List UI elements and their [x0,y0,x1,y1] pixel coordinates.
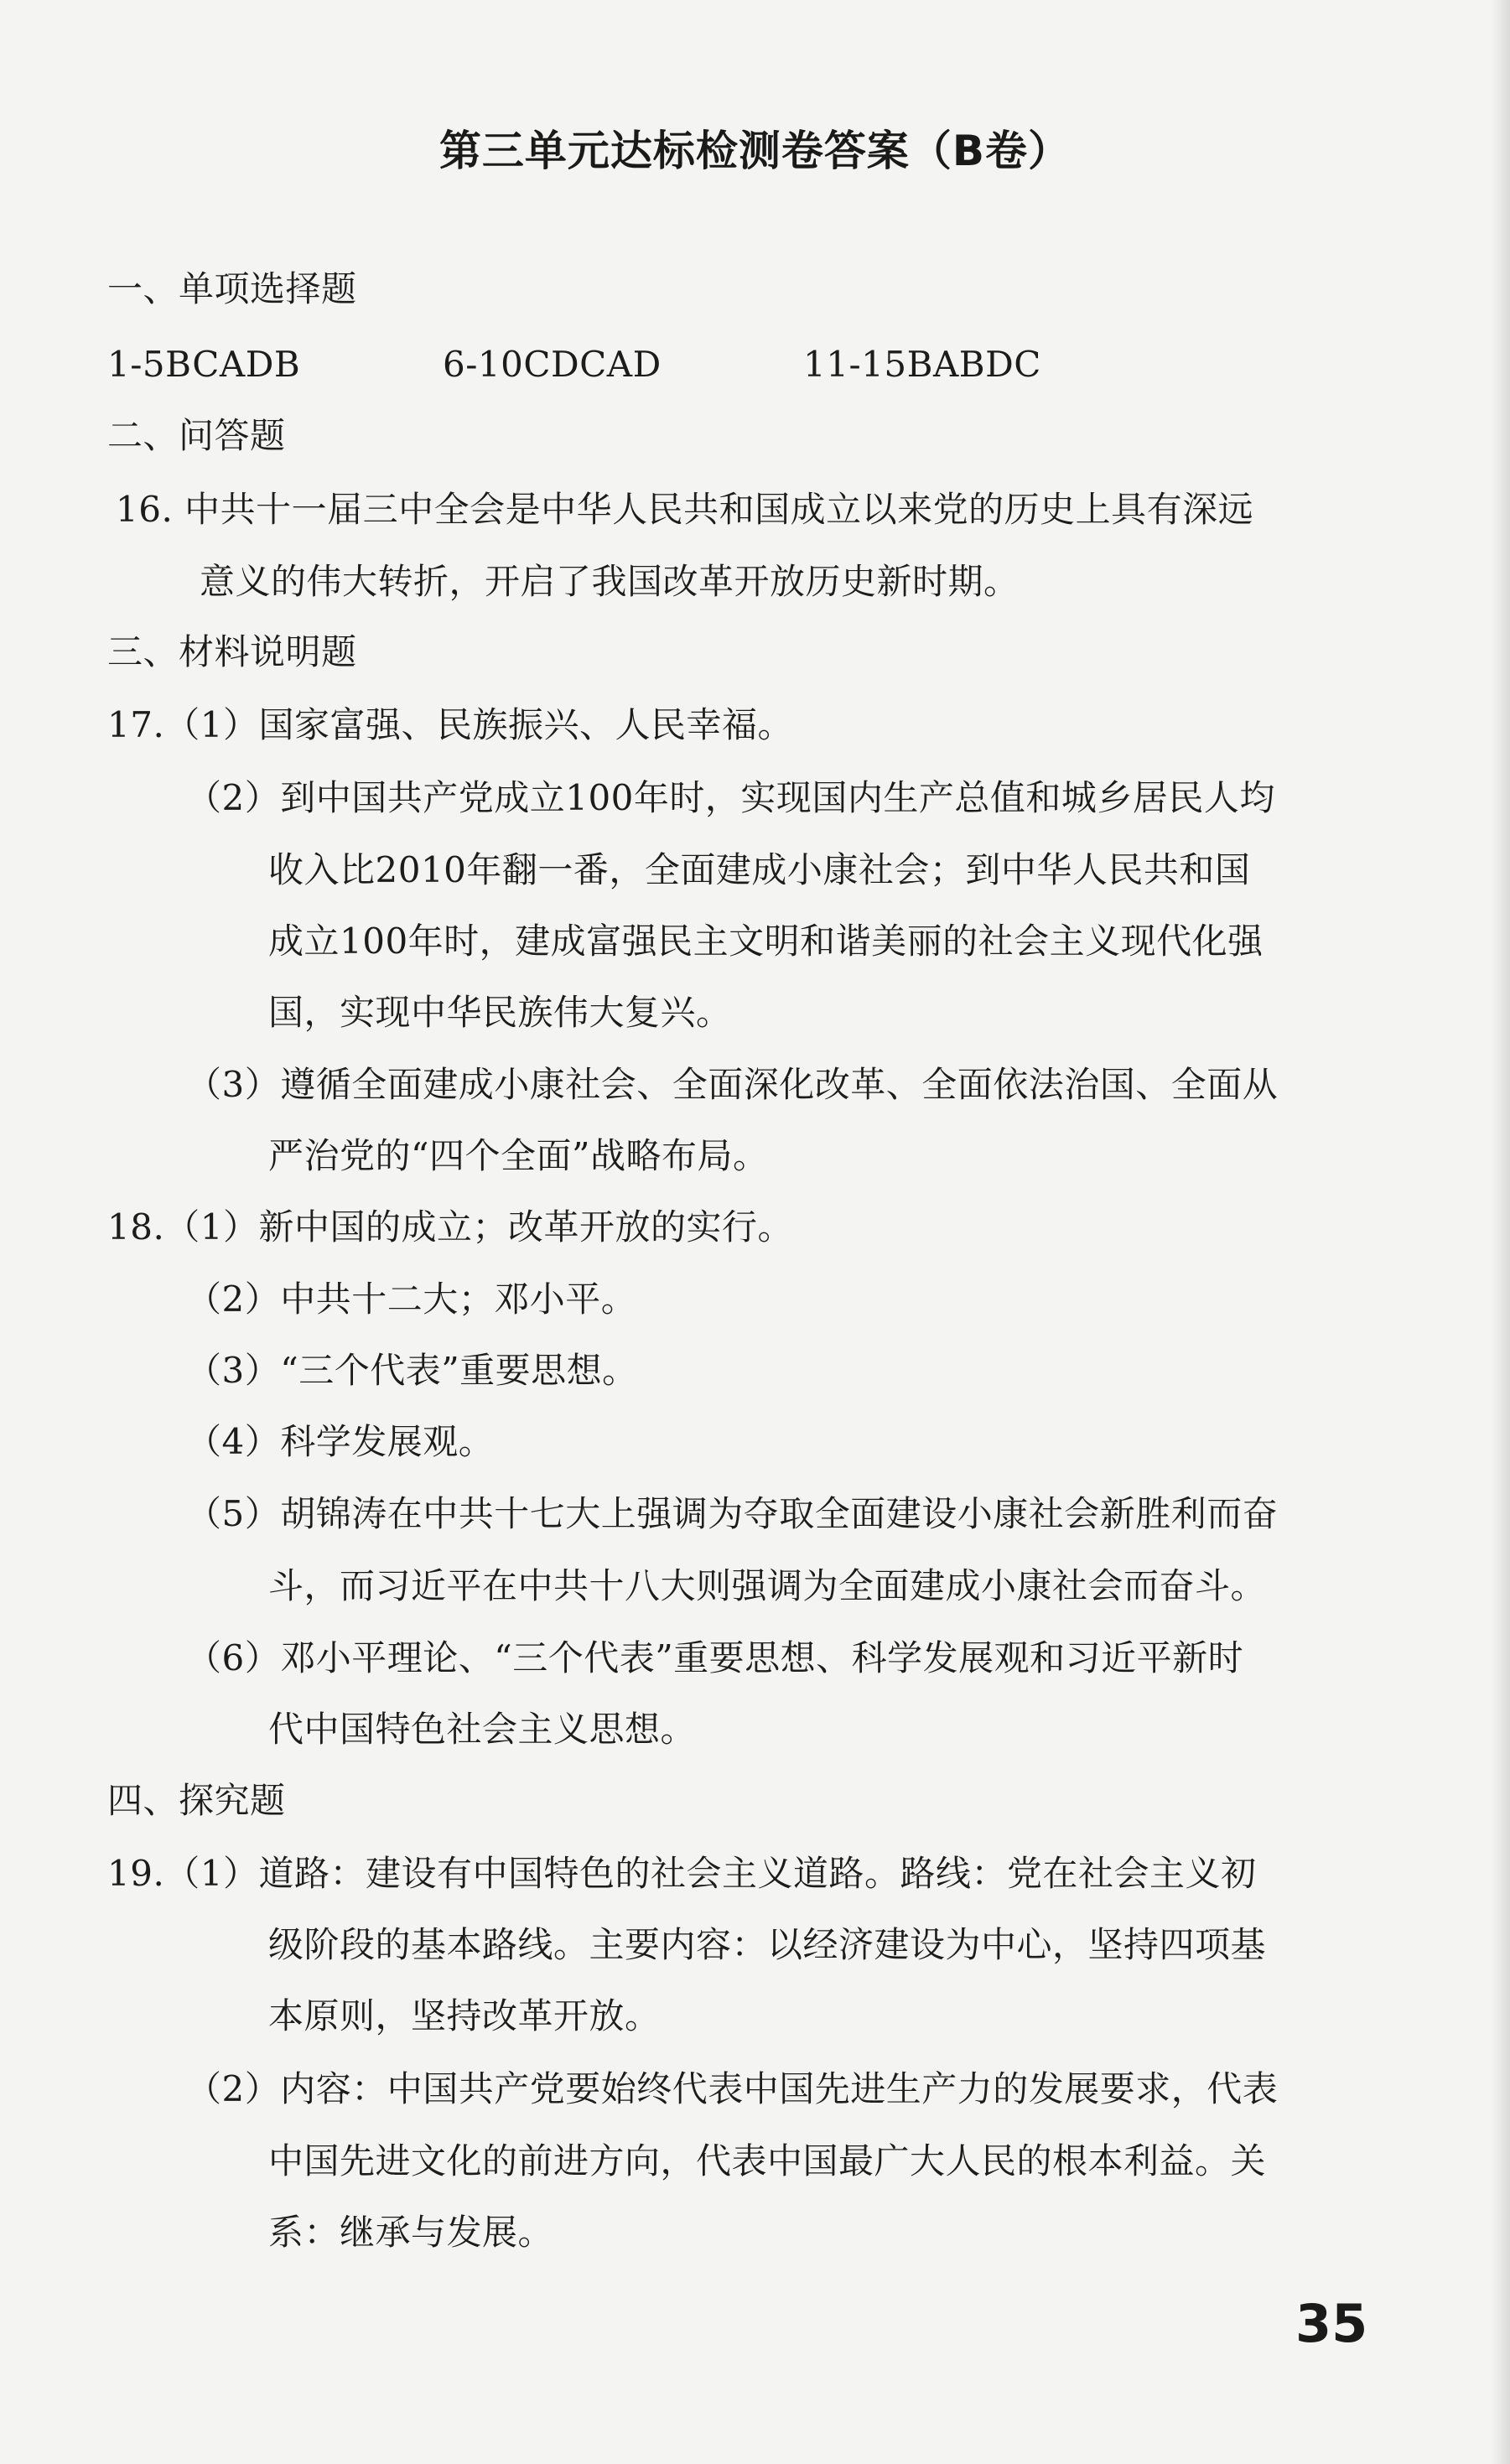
question-16-line-1: 16. 中共十一届三中全会是中华人民共和国成立以来党的历史上具有深远 [116,489,1254,530]
answers-6-10: 6-10CDCAD [443,344,662,385]
question-18-part-5-line-1: （5）胡锦涛在中共十七大上强调为夺取全面建设小康社会新胜利而奋 [186,1493,1279,1534]
answers-11-15: 11-15BABDC [803,344,1041,385]
question-16-line-2: 意义的伟大转折，开启了我国改革开放历史新时期。 [200,561,1020,602]
question-18-part-4: （4）科学发展观。 [186,1421,495,1462]
question-19-part-2-line-2: 中国先进文化的前进方向，代表中国最广大人民的根本利益。关 [268,2140,1267,2181]
question-18-part-6-line-2: 代中国特色社会主义思想。 [268,1709,697,1750]
question-18-part-6-line-1: （6）邓小平理论、“三个代表”重要思想、科学发展观和习近平新时 [186,1637,1244,1678]
question-17-part-3-line-1: （3）遵循全面建成小康社会、全面深化改革、全面依法治国、全面从 [186,1064,1279,1105]
question-17-part-1: 17.（1）国家富强、民族振兴、人民幸福。 [107,704,794,745]
question-17-part-2-line-3: 成立100年时，建成富强民主文明和谐美丽的社会主义现代化强 [268,921,1264,962]
question-19-part-1-line-2: 级阶段的基本路线。主要内容：以经济建设为中心，坚持四项基 [268,1924,1267,1965]
question-18-part-2: （2）中共十二大；邓小平。 [186,1279,637,1320]
question-18-part-3: （3）“三个代表”重要思想。 [186,1350,638,1391]
question-19-part-2-line-1: （2）内容：中国共产党要始终代表中国先进生产力的发展要求，代表 [186,2068,1279,2109]
section-heading-qa: 二、问答题 [107,415,286,456]
page-number: 35 [1295,2293,1368,2354]
section-heading-inquiry: 四、探究题 [107,1780,286,1821]
page-edge-shadow [1492,0,1510,2464]
question-19-part-2-line-3: 系：继承与发展。 [268,2212,554,2253]
question-18-part-5-line-2: 斗，而习近平在中共十八大则强调为全面建成小康社会而奋斗。 [268,1565,1267,1606]
section-heading-single-choice: 一、单项选择题 [107,268,357,309]
question-18-part-1: 18.（1）新中国的成立；改革开放的实行。 [107,1206,794,1248]
section-heading-material: 三、材料说明题 [107,631,357,672]
answers-1-5: 1-5BCADB [107,344,301,385]
question-19-part-1-line-1: 19.（1）道路：建设有中国特色的社会主义道路。路线：党在社会主义初 [107,1853,1257,1894]
question-17-part-2-line-2: 收入比2010年翻一番，全面建成小康社会；到中华人民共和国 [268,849,1251,890]
question-19-part-1-line-3: 本原则，坚持改革开放。 [268,1995,661,2036]
question-17-part-2-line-1: （2）到中国共产党成立100年时，实现国内生产总值和城乡居民人均 [186,777,1275,818]
question-17-part-3-line-2: 严治党的“四个全面”战略布局。 [268,1135,769,1176]
page-title: 第三单元达标检测卷答案（B卷） [438,127,1072,175]
question-17-part-2-line-4: 国，实现中华民族伟大复兴。 [268,992,732,1033]
